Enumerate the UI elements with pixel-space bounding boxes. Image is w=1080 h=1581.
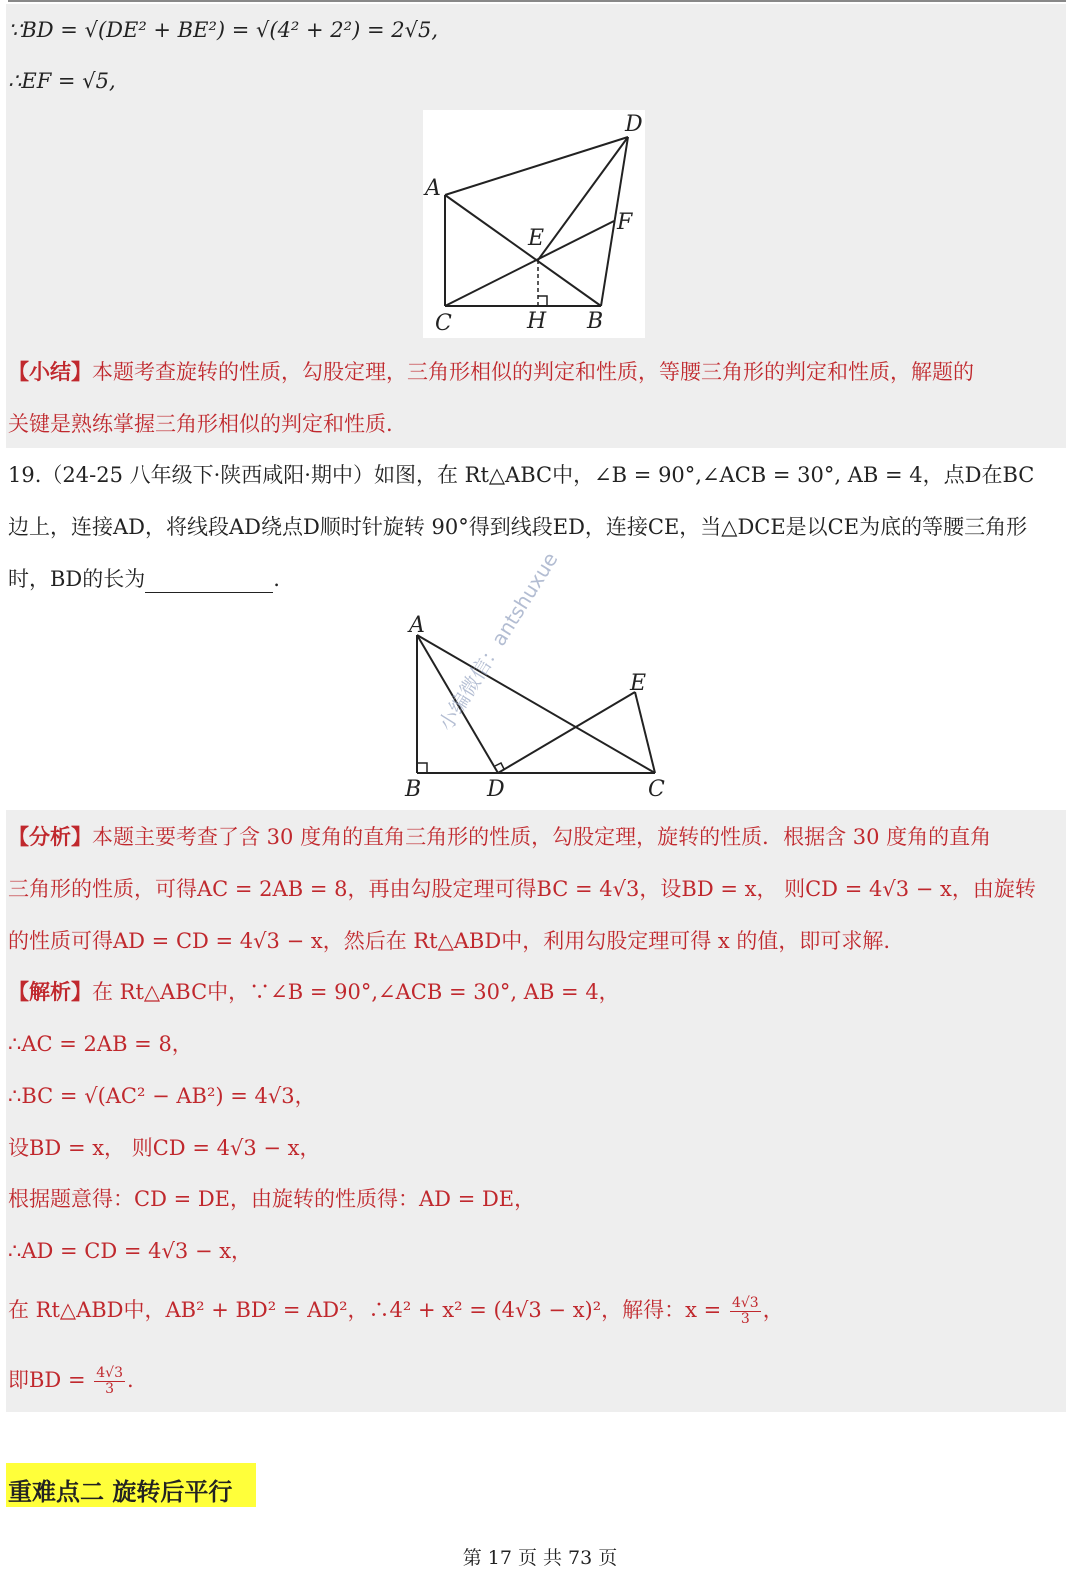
solution-line-5: 根据题意得：CD = DE，由旋转的性质得：AD = DE， [8,1187,536,1211]
label-A2: A [409,613,425,638]
analysis-line-1: 【分析】本题主要考查了含 30 度角的直角三角形的性质，勾股定理，旋转的性质．根据含 30 度角的直角 [8,824,992,849]
analysis-line-2: 三角形的性质，可得AC = 2AB = 8，再由勾股定理可得BC = 4√3，设BD = x， 则CD = 4√3 − x，由旋转 [8,877,1036,901]
top-rule [8,0,1066,2]
label-D: D [625,112,643,137]
q19-line-3: 时，BD的长为 . [8,567,280,591]
solution-line-8: 即BD = $\frac{4√3}{3}$ . [8,1365,134,1397]
label-F: F [617,210,633,235]
label-E: E [528,226,545,251]
prev-line-1: ∵BD = √(DE² + BE²) = √(4² + 2²) = 2√5, [8,18,438,42]
prev-line-2: ∴EF = √5, [8,69,116,93]
solution-line-4: 设BD = x， 则CD = 4√3 − x， [8,1136,321,1160]
summary-line-2: 关键是熟练掌握三角形相似的判定和性质. [8,412,393,436]
label-H: H [527,309,547,334]
summary-tag: 【小结】 [8,359,92,384]
label-D2: D [487,777,505,802]
solution-line-3: ∴BC = √(AC² − AB²) = 4√3， [8,1084,316,1108]
analysis-line-3: 的性质可得AD = CD = 4√3 − x，然后在 Rt△ABD中，利用勾股定理可得 x 的值，即可求解. [8,929,891,953]
section-heading: 重难点二 旋转后平行 [8,1478,233,1506]
solution-line-6: ∴AD = CD = 4√3 − x， [8,1239,253,1263]
label-C: C [435,311,452,336]
answer-blank[interactable] [145,572,273,593]
label-E2: E [630,671,647,696]
fraction-x: $\frac{4√3}{3}$ [731,1295,759,1327]
analysis-tag: 【分析】 [8,824,92,849]
summary-line-1: 【小结】本题考查旋转的性质，勾股定理，三角形相似的判定和性质，等腰三角形的判定和性质，解题的 [8,359,974,384]
label-B2: B [405,777,422,802]
page-footer: 第 17 页 共 73 页 [462,1547,618,1569]
solution-line-1: 【解析】在 Rt△ABC中，∵∠B = 90°,∠ACB = 30°, AB = 4， [8,979,620,1004]
solution-line-2: ∴AC = 2AB = 8， [8,1032,193,1056]
q19-line-2: 边上，连接AD，将线段AD绕点D顺时针旋转 90°得到线段ED，连接CE，当△DCE是以CE为底的等腰三角形 [8,515,1028,539]
label-A: A [425,176,441,201]
q19-line-1: 19.（24-25 八年级下·陕西咸阳·期中）如图，在 Rt△ABC中，∠B = 90°,∠ACB = 30°, AB = 4，点D在BC [8,463,1035,487]
solution-tag: 【解析】 [8,979,92,1004]
watermark: 小编微信：antshuxue [433,547,563,735]
label-C2: C [648,777,665,802]
fraction-bd: $\frac{4√3}{3}$ [96,1365,123,1397]
solution-line-7: 在 Rt△ABD中，AB² + BD² = AD²，∴4² + x² = (4√3 − x)²，解得：x = $\frac{4√3}{3}$ ， [8,1295,784,1327]
figure-quadrilateral [423,110,645,338]
label-B: B [587,309,604,334]
